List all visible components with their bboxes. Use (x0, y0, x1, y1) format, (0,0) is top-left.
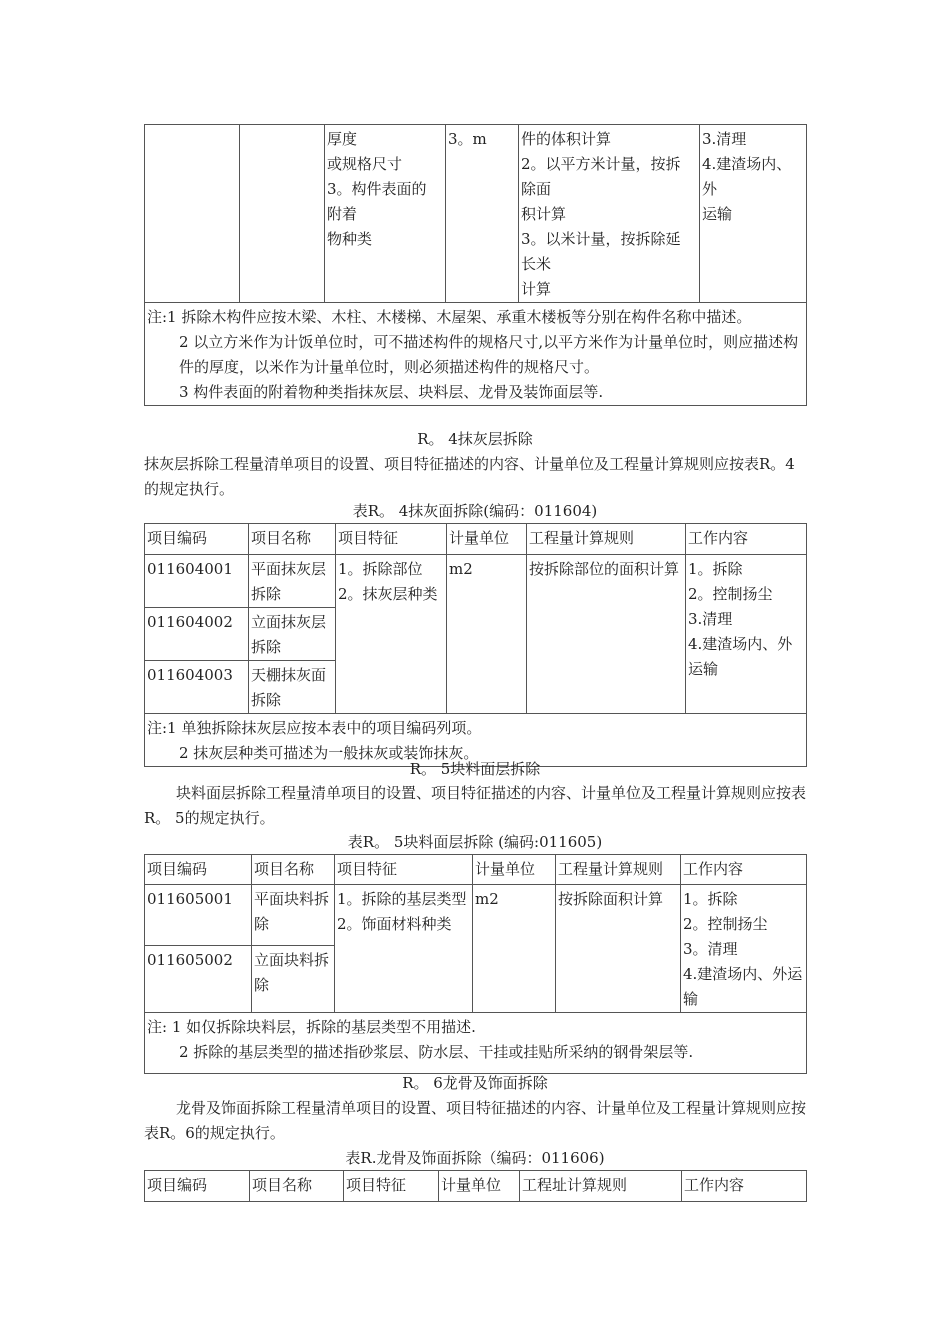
work-line: 1。拆除 (688, 560, 743, 578)
note-line: 注: 1 如仅拆除块料层，拆除的基层类型不用描述. (147, 1018, 476, 1036)
work-line: 4.建渣场内、外运输 (683, 965, 803, 1008)
note-line: 2 拆除的基层类型的描述指砂浆层、防水层、干挂或挂贴所采纳的钢骨架层等. (179, 1043, 694, 1061)
column-header: 工程量计算规则 (556, 855, 681, 885)
column-header: 计量单位 (439, 1171, 520, 1202)
column-header: 工作内容 (681, 855, 807, 885)
table-header-row (145, 524, 807, 555)
feature-line: 2。饰面材料种类 (337, 915, 452, 933)
section-intro: 块料面层拆除工程量清单项目的设置、项目特征描述的内容、计量单位及工程量计算规则应按表R。 5的规定执行。 (144, 784, 807, 827)
column-header: 项目编码 (145, 1171, 250, 1202)
cell-name: 平面抹灰层拆除 (249, 555, 336, 608)
table-notes-row (145, 1013, 807, 1074)
work-line: 3.清理 (688, 610, 733, 628)
feature-line: 或规格尺寸 (327, 155, 403, 173)
table-caption: 表R。 5块料面层拆除 (编码:011605) (347, 833, 603, 851)
table-caption: 表R.龙骨及饰面拆除（编码：011606) (345, 1149, 605, 1167)
rule-line: 2。以平方米计量，按拆 (521, 155, 681, 173)
rule-line: 3。以米计量，按拆除延 (521, 230, 681, 248)
column-header: 项目编码 (145, 855, 252, 885)
feature-line: 附着 (327, 205, 358, 223)
work-line: 3。清理 (683, 940, 738, 958)
note-line: 2 以立方米作为计饭单位时，可不描述构件的规格尺寸,以平方米作为计量单位时，则应描述构件的厚度，以米作为计量单位时，则必须描述构件的规格尺寸。 (179, 333, 799, 376)
note-line: 注:1 单独拆除抹灰层应按本表中的项目编码列项。 (147, 719, 482, 737)
cell-rules (519, 125, 700, 303)
rule-line: 计算 (521, 280, 552, 298)
work-line: 运输 (702, 205, 733, 223)
cell-code: 011605001 (145, 885, 252, 946)
cell-name: 天棚抹灰面拆除 (249, 661, 336, 714)
column-header: 工程址计算规则 (520, 1171, 682, 1202)
table-row (145, 555, 807, 608)
feature-line: 物种类 (327, 230, 373, 248)
note-line: 3 构件表面的附着物种类指抹灰层、块料层、龙骨及装饰面层等. (179, 383, 604, 401)
section-intro: 抹灰层拆除工程量清单项目的设置、项目特征描述的内容、计量单位及工程量计算规则应按表R。4 的规定执行。 (144, 455, 810, 498)
table-caption: 表R。 4抹灰面拆除(编码：011604) (352, 502, 598, 520)
rule-line: 积计算 (521, 205, 567, 223)
column-header: 项目名称 (252, 855, 335, 885)
table-r3-continuation (144, 124, 807, 406)
work-line: 外 (702, 180, 718, 198)
work-line: 4.建渣场内、外运输 (688, 635, 793, 678)
column-header: 项目编码 (145, 524, 249, 555)
cell-rule: 按拆除面积计算 (556, 885, 681, 1013)
cell-unit: m2 (447, 555, 527, 714)
feature-line: 1。拆除部位 (338, 560, 423, 578)
column-header: 计量单位 (473, 855, 556, 885)
cell-name: 立面抹灰层拆除 (249, 608, 336, 661)
unit-text: 3。m (448, 130, 487, 148)
cell-code: 011604002 (145, 608, 249, 661)
column-header: 工程量计算规则 (527, 524, 686, 555)
rule-line: 件的体积计算 (521, 130, 612, 148)
cell-name: 平面块料拆除 (252, 885, 335, 946)
cell-work (686, 555, 807, 714)
column-header: 项目特征 (335, 855, 473, 885)
column-header: 项目名称 (249, 524, 336, 555)
cell-unit: m2 (473, 885, 556, 1013)
table-notes (145, 303, 807, 406)
column-header: 项目名称 (250, 1171, 344, 1202)
note-line: 注:1 拆除木构件应按木梁、木柱、木楼梯、木屋架、承重木楼板等分别在构件名称中描述。 (147, 308, 752, 326)
note-line: 2 抹灰层种类可描述为一般抹灰或装饰抹灰。 (179, 744, 479, 762)
cell-rule: 按拆除部位的面积计算 (527, 555, 686, 714)
table-notes (145, 1013, 807, 1074)
cell-name: 立面块料拆除 (252, 946, 335, 1013)
section-intro: 龙骨及饰面拆除工程量清单项目的设置、项目特征描述的内容、计量单位及工程量计算规则应按表R。6的规定执行。 (144, 1099, 807, 1142)
work-line: 2。控制扬尘 (688, 585, 773, 603)
rule-line: 长米 (521, 255, 552, 273)
column-header: 工作内容 (682, 1171, 807, 1202)
table-notes-row (145, 303, 807, 406)
work-line: 3.清理 (702, 130, 747, 148)
column-header: 工作内容 (686, 524, 807, 555)
table-row (145, 885, 807, 946)
work-line: 1。拆除 (683, 890, 738, 908)
table-r5 (144, 854, 807, 1074)
table-header-row (145, 855, 807, 885)
column-header: 项目特征 (344, 1171, 439, 1202)
table-r4 (144, 523, 807, 767)
cell-features (336, 555, 447, 714)
cell-features (335, 885, 473, 1013)
cell-name (240, 125, 325, 303)
rule-line: 除面 (521, 180, 552, 198)
section-heading: R。 4抹灰层拆除 (417, 430, 533, 448)
cell-features (325, 125, 446, 303)
work-line: 4.建渣场内、 (702, 155, 792, 173)
work-line: 2。控制扬尘 (683, 915, 768, 933)
cell-code: 011604003 (145, 661, 249, 714)
feature-line: 2。抹灰层种类 (338, 585, 438, 603)
section-heading: R。 6龙骨及饰面拆除 (402, 1074, 548, 1092)
feature-line: 1。拆除的基层类型 (337, 890, 467, 908)
feature-line: 厚度 (327, 130, 358, 148)
cell-work (681, 885, 807, 1013)
column-header: 项目特征 (336, 524, 447, 555)
feature-line: 3。构件表面的 (327, 180, 427, 198)
section-heading: R。 5块料面层拆除 (409, 760, 541, 778)
cell-code: 011605002 (145, 946, 252, 1013)
table-header-row (145, 1171, 807, 1202)
cell-unit (446, 125, 519, 303)
cell-code (145, 125, 240, 303)
table-r6 (144, 1170, 807, 1202)
table-row (145, 125, 807, 303)
cell-work (700, 125, 807, 303)
column-header: 计量单位 (447, 524, 527, 555)
cell-code: 011604001 (145, 555, 249, 608)
